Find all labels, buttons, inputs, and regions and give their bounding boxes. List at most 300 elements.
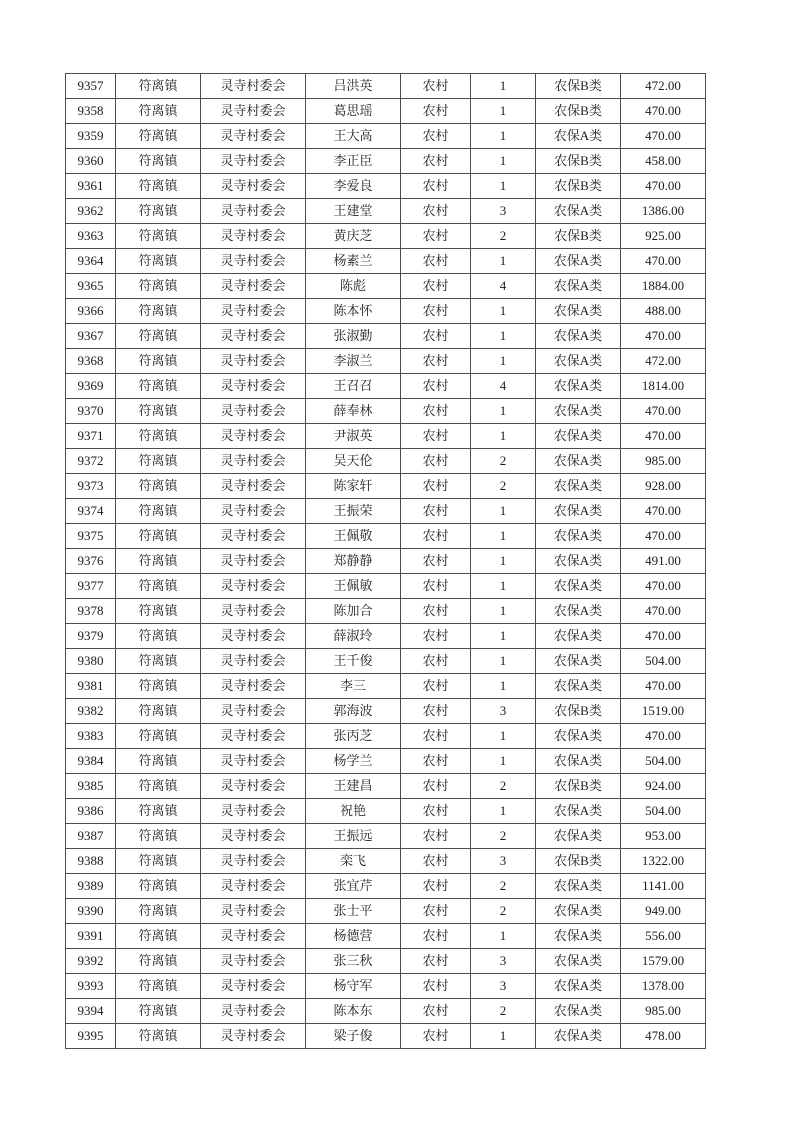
cell-insurance-category: 农保A类 bbox=[536, 824, 621, 849]
cell-town: 符离镇 bbox=[116, 374, 201, 399]
cell-amount: 478.00 bbox=[621, 1024, 706, 1049]
cell-insurance-category: 农保A类 bbox=[536, 249, 621, 274]
cell-village: 灵寺村委会 bbox=[201, 524, 306, 549]
cell-village: 灵寺村委会 bbox=[201, 299, 306, 324]
cell-seq-no: 9358 bbox=[66, 99, 116, 124]
cell-person-count: 3 bbox=[471, 699, 536, 724]
cell-residence-type: 农村 bbox=[401, 574, 471, 599]
cell-residence-type: 农村 bbox=[401, 749, 471, 774]
cell-residence-type: 农村 bbox=[401, 174, 471, 199]
cell-seq-no: 9376 bbox=[66, 549, 116, 574]
cell-name: 杨素兰 bbox=[306, 249, 401, 274]
cell-insurance-category: 农保B类 bbox=[536, 149, 621, 174]
cell-seq-no: 9362 bbox=[66, 199, 116, 224]
cell-amount: 504.00 bbox=[621, 799, 706, 824]
cell-amount: 470.00 bbox=[621, 424, 706, 449]
cell-person-count: 3 bbox=[471, 849, 536, 874]
cell-town: 符离镇 bbox=[116, 324, 201, 349]
cell-seq-no: 9384 bbox=[66, 749, 116, 774]
cell-name: 张士平 bbox=[306, 899, 401, 924]
table-row bbox=[66, 874, 706, 899]
table-row bbox=[66, 949, 706, 974]
cell-amount: 491.00 bbox=[621, 549, 706, 574]
cell-name: 陈家轩 bbox=[306, 474, 401, 499]
cell-insurance-category: 农保A类 bbox=[536, 649, 621, 674]
cell-town: 符离镇 bbox=[116, 449, 201, 474]
cell-residence-type: 农村 bbox=[401, 424, 471, 449]
cell-amount: 1378.00 bbox=[621, 974, 706, 999]
cell-town: 符离镇 bbox=[116, 949, 201, 974]
cell-amount: 470.00 bbox=[621, 499, 706, 524]
cell-town: 符离镇 bbox=[116, 74, 201, 99]
table-row bbox=[66, 174, 706, 199]
cell-town: 符离镇 bbox=[116, 849, 201, 874]
cell-village: 灵寺村委会 bbox=[201, 574, 306, 599]
cell-village: 灵寺村委会 bbox=[201, 224, 306, 249]
cell-town: 符离镇 bbox=[116, 424, 201, 449]
table-row bbox=[66, 624, 706, 649]
table-row bbox=[66, 849, 706, 874]
table-row bbox=[66, 199, 706, 224]
cell-person-count: 2 bbox=[471, 999, 536, 1024]
cell-insurance-category: 农保A类 bbox=[536, 874, 621, 899]
table-row bbox=[66, 424, 706, 449]
cell-insurance-category: 农保A类 bbox=[536, 899, 621, 924]
cell-name: 李淑兰 bbox=[306, 349, 401, 374]
cell-village: 灵寺村委会 bbox=[201, 649, 306, 674]
table-row bbox=[66, 699, 706, 724]
cell-residence-type: 农村 bbox=[401, 199, 471, 224]
cell-village: 灵寺村委会 bbox=[201, 849, 306, 874]
cell-residence-type: 农村 bbox=[401, 649, 471, 674]
cell-village: 灵寺村委会 bbox=[201, 199, 306, 224]
cell-insurance-category: 农保A类 bbox=[536, 799, 621, 824]
cell-amount: 928.00 bbox=[621, 474, 706, 499]
table-row bbox=[66, 224, 706, 249]
cell-residence-type: 农村 bbox=[401, 599, 471, 624]
cell-insurance-category: 农保A类 bbox=[536, 399, 621, 424]
cell-amount: 504.00 bbox=[621, 749, 706, 774]
cell-seq-no: 9380 bbox=[66, 649, 116, 674]
cell-name: 张三秋 bbox=[306, 949, 401, 974]
cell-residence-type: 农村 bbox=[401, 249, 471, 274]
cell-seq-no: 9368 bbox=[66, 349, 116, 374]
cell-residence-type: 农村 bbox=[401, 1024, 471, 1049]
cell-seq-no: 9393 bbox=[66, 974, 116, 999]
cell-town: 符离镇 bbox=[116, 749, 201, 774]
cell-insurance-category: 农保A类 bbox=[536, 999, 621, 1024]
cell-residence-type: 农村 bbox=[401, 349, 471, 374]
cell-name: 李爱良 bbox=[306, 174, 401, 199]
cell-person-count: 3 bbox=[471, 949, 536, 974]
table-row bbox=[66, 274, 706, 299]
table-row bbox=[66, 574, 706, 599]
cell-person-count: 1 bbox=[471, 74, 536, 99]
cell-amount: 470.00 bbox=[621, 249, 706, 274]
cell-amount: 925.00 bbox=[621, 224, 706, 249]
cell-name: 杨德营 bbox=[306, 924, 401, 949]
cell-village: 灵寺村委会 bbox=[201, 899, 306, 924]
cell-village: 灵寺村委会 bbox=[201, 74, 306, 99]
cell-amount: 1519.00 bbox=[621, 699, 706, 724]
cell-village: 灵寺村委会 bbox=[201, 949, 306, 974]
cell-amount: 985.00 bbox=[621, 449, 706, 474]
cell-insurance-category: 农保B类 bbox=[536, 224, 621, 249]
cell-person-count: 1 bbox=[471, 524, 536, 549]
table-row bbox=[66, 449, 706, 474]
cell-amount: 470.00 bbox=[621, 674, 706, 699]
cell-town: 符离镇 bbox=[116, 974, 201, 999]
cell-town: 符离镇 bbox=[116, 674, 201, 699]
cell-seq-no: 9367 bbox=[66, 324, 116, 349]
cell-insurance-category: 农保A类 bbox=[536, 524, 621, 549]
cell-name: 薛淑玲 bbox=[306, 624, 401, 649]
cell-village: 灵寺村委会 bbox=[201, 824, 306, 849]
cell-town: 符离镇 bbox=[116, 924, 201, 949]
cell-town: 符离镇 bbox=[116, 199, 201, 224]
cell-town: 符离镇 bbox=[116, 174, 201, 199]
cell-village: 灵寺村委会 bbox=[201, 349, 306, 374]
cell-seq-no: 9389 bbox=[66, 874, 116, 899]
cell-village: 灵寺村委会 bbox=[201, 99, 306, 124]
table-row bbox=[66, 824, 706, 849]
cell-amount: 472.00 bbox=[621, 74, 706, 99]
cell-village: 灵寺村委会 bbox=[201, 799, 306, 824]
cell-village: 灵寺村委会 bbox=[201, 749, 306, 774]
table-row bbox=[66, 649, 706, 674]
cell-person-count: 1 bbox=[471, 924, 536, 949]
cell-seq-no: 9387 bbox=[66, 824, 116, 849]
cell-seq-no: 9372 bbox=[66, 449, 116, 474]
cell-village: 灵寺村委会 bbox=[201, 424, 306, 449]
cell-insurance-category: 农保A类 bbox=[536, 349, 621, 374]
cell-residence-type: 农村 bbox=[401, 824, 471, 849]
cell-insurance-category: 农保A类 bbox=[536, 374, 621, 399]
cell-seq-no: 9386 bbox=[66, 799, 116, 824]
cell-residence-type: 农村 bbox=[401, 799, 471, 824]
cell-village: 灵寺村委会 bbox=[201, 474, 306, 499]
cell-residence-type: 农村 bbox=[401, 699, 471, 724]
cell-insurance-category: 农保A类 bbox=[536, 924, 621, 949]
cell-person-count: 1 bbox=[471, 499, 536, 524]
cell-residence-type: 农村 bbox=[401, 99, 471, 124]
table-row bbox=[66, 974, 706, 999]
table-body bbox=[66, 74, 706, 1049]
cell-town: 符离镇 bbox=[116, 774, 201, 799]
cell-person-count: 1 bbox=[471, 424, 536, 449]
cell-seq-no: 9379 bbox=[66, 624, 116, 649]
cell-seq-no: 9370 bbox=[66, 399, 116, 424]
cell-town: 符离镇 bbox=[116, 499, 201, 524]
cell-amount: 470.00 bbox=[621, 399, 706, 424]
cell-person-count: 1 bbox=[471, 124, 536, 149]
cell-town: 符离镇 bbox=[116, 549, 201, 574]
cell-person-count: 4 bbox=[471, 374, 536, 399]
cell-person-count: 2 bbox=[471, 899, 536, 924]
cell-person-count: 1 bbox=[471, 299, 536, 324]
cell-person-count: 1 bbox=[471, 149, 536, 174]
cell-name: 李三 bbox=[306, 674, 401, 699]
cell-village: 灵寺村委会 bbox=[201, 874, 306, 899]
cell-person-count: 1 bbox=[471, 799, 536, 824]
cell-village: 灵寺村委会 bbox=[201, 549, 306, 574]
cell-village: 灵寺村委会 bbox=[201, 249, 306, 274]
cell-residence-type: 农村 bbox=[401, 624, 471, 649]
cell-amount: 470.00 bbox=[621, 99, 706, 124]
cell-amount: 1814.00 bbox=[621, 374, 706, 399]
cell-town: 符离镇 bbox=[116, 624, 201, 649]
cell-name: 王佩敏 bbox=[306, 574, 401, 599]
cell-insurance-category: 农保A类 bbox=[536, 449, 621, 474]
cell-seq-no: 9369 bbox=[66, 374, 116, 399]
cell-name: 王建堂 bbox=[306, 199, 401, 224]
cell-residence-type: 农村 bbox=[401, 499, 471, 524]
cell-town: 符离镇 bbox=[116, 274, 201, 299]
cell-name: 张淑勤 bbox=[306, 324, 401, 349]
cell-insurance-category: 农保B类 bbox=[536, 174, 621, 199]
cell-name: 王佩敬 bbox=[306, 524, 401, 549]
cell-name: 薛奉林 bbox=[306, 399, 401, 424]
cell-insurance-category: 农保B类 bbox=[536, 774, 621, 799]
table-row bbox=[66, 399, 706, 424]
table-row bbox=[66, 349, 706, 374]
cell-residence-type: 农村 bbox=[401, 74, 471, 99]
cell-insurance-category: 农保A类 bbox=[536, 324, 621, 349]
cell-amount: 470.00 bbox=[621, 724, 706, 749]
cell-person-count: 1 bbox=[471, 174, 536, 199]
cell-residence-type: 农村 bbox=[401, 874, 471, 899]
cell-insurance-category: 农保A类 bbox=[536, 424, 621, 449]
cell-seq-no: 9391 bbox=[66, 924, 116, 949]
cell-residence-type: 农村 bbox=[401, 549, 471, 574]
cell-residence-type: 农村 bbox=[401, 974, 471, 999]
cell-town: 符离镇 bbox=[116, 299, 201, 324]
cell-residence-type: 农村 bbox=[401, 299, 471, 324]
cell-residence-type: 农村 bbox=[401, 899, 471, 924]
cell-name: 尹淑英 bbox=[306, 424, 401, 449]
cell-person-count: 1 bbox=[471, 324, 536, 349]
table-row bbox=[66, 499, 706, 524]
cell-town: 符离镇 bbox=[116, 699, 201, 724]
table-row bbox=[66, 374, 706, 399]
cell-person-count: 1 bbox=[471, 1024, 536, 1049]
cell-person-count: 1 bbox=[471, 674, 536, 699]
table-row bbox=[66, 999, 706, 1024]
cell-village: 灵寺村委会 bbox=[201, 674, 306, 699]
cell-town: 符离镇 bbox=[116, 399, 201, 424]
cell-seq-no: 9382 bbox=[66, 699, 116, 724]
cell-village: 灵寺村委会 bbox=[201, 999, 306, 1024]
cell-amount: 470.00 bbox=[621, 124, 706, 149]
cell-town: 符离镇 bbox=[116, 99, 201, 124]
cell-seq-no: 9388 bbox=[66, 849, 116, 874]
cell-name: 吕洪英 bbox=[306, 74, 401, 99]
cell-amount: 985.00 bbox=[621, 999, 706, 1024]
cell-seq-no: 9366 bbox=[66, 299, 116, 324]
cell-seq-no: 9385 bbox=[66, 774, 116, 799]
cell-seq-no: 9365 bbox=[66, 274, 116, 299]
cell-amount: 1141.00 bbox=[621, 874, 706, 899]
cell-amount: 470.00 bbox=[621, 524, 706, 549]
cell-village: 灵寺村委会 bbox=[201, 499, 306, 524]
table-row bbox=[66, 674, 706, 699]
cell-town: 符离镇 bbox=[116, 249, 201, 274]
cell-amount: 470.00 bbox=[621, 324, 706, 349]
cell-person-count: 2 bbox=[471, 449, 536, 474]
payment-table bbox=[65, 73, 706, 1049]
cell-residence-type: 农村 bbox=[401, 474, 471, 499]
cell-name: 黄庆芝 bbox=[306, 224, 401, 249]
cell-village: 灵寺村委会 bbox=[201, 274, 306, 299]
cell-town: 符离镇 bbox=[116, 474, 201, 499]
cell-insurance-category: 农保A类 bbox=[536, 974, 621, 999]
cell-insurance-category: 农保A类 bbox=[536, 574, 621, 599]
table-row bbox=[66, 1024, 706, 1049]
table-row bbox=[66, 74, 706, 99]
cell-amount: 472.00 bbox=[621, 349, 706, 374]
cell-name: 陈彪 bbox=[306, 274, 401, 299]
table-row bbox=[66, 299, 706, 324]
cell-person-count: 1 bbox=[471, 624, 536, 649]
cell-village: 灵寺村委会 bbox=[201, 324, 306, 349]
table-row bbox=[66, 899, 706, 924]
cell-town: 符离镇 bbox=[116, 649, 201, 674]
cell-name: 张宜芹 bbox=[306, 874, 401, 899]
cell-name: 张丙芝 bbox=[306, 724, 401, 749]
cell-name: 祝艳 bbox=[306, 799, 401, 824]
cell-town: 符离镇 bbox=[116, 899, 201, 924]
cell-town: 符离镇 bbox=[116, 999, 201, 1024]
cell-amount: 470.00 bbox=[621, 574, 706, 599]
cell-residence-type: 农村 bbox=[401, 324, 471, 349]
table-row bbox=[66, 149, 706, 174]
cell-residence-type: 农村 bbox=[401, 399, 471, 424]
cell-person-count: 1 bbox=[471, 749, 536, 774]
cell-seq-no: 9371 bbox=[66, 424, 116, 449]
cell-amount: 504.00 bbox=[621, 649, 706, 674]
cell-name: 栾飞 bbox=[306, 849, 401, 874]
cell-amount: 470.00 bbox=[621, 599, 706, 624]
cell-residence-type: 农村 bbox=[401, 149, 471, 174]
table-row bbox=[66, 324, 706, 349]
cell-amount: 1386.00 bbox=[621, 199, 706, 224]
cell-town: 符离镇 bbox=[116, 1024, 201, 1049]
cell-seq-no: 9357 bbox=[66, 74, 116, 99]
cell-person-count: 2 bbox=[471, 874, 536, 899]
cell-village: 灵寺村委会 bbox=[201, 724, 306, 749]
cell-name: 陈本怀 bbox=[306, 299, 401, 324]
cell-town: 符离镇 bbox=[116, 524, 201, 549]
cell-residence-type: 农村 bbox=[401, 924, 471, 949]
cell-name: 王振远 bbox=[306, 824, 401, 849]
cell-person-count: 3 bbox=[471, 199, 536, 224]
cell-town: 符离镇 bbox=[116, 349, 201, 374]
cell-town: 符离镇 bbox=[116, 574, 201, 599]
table-row bbox=[66, 249, 706, 274]
cell-village: 灵寺村委会 bbox=[201, 124, 306, 149]
cell-residence-type: 农村 bbox=[401, 849, 471, 874]
cell-insurance-category: 农保A类 bbox=[536, 949, 621, 974]
cell-person-count: 1 bbox=[471, 649, 536, 674]
cell-name: 李正臣 bbox=[306, 149, 401, 174]
cell-name: 杨守军 bbox=[306, 974, 401, 999]
cell-village: 灵寺村委会 bbox=[201, 924, 306, 949]
cell-amount: 458.00 bbox=[621, 149, 706, 174]
cell-residence-type: 农村 bbox=[401, 724, 471, 749]
cell-town: 符离镇 bbox=[116, 874, 201, 899]
cell-name: 葛思瑶 bbox=[306, 99, 401, 124]
cell-seq-no: 9361 bbox=[66, 174, 116, 199]
cell-village: 灵寺村委会 bbox=[201, 449, 306, 474]
cell-insurance-category: 农保A类 bbox=[536, 1024, 621, 1049]
cell-residence-type: 农村 bbox=[401, 524, 471, 549]
cell-village: 灵寺村委会 bbox=[201, 174, 306, 199]
cell-name: 王千俊 bbox=[306, 649, 401, 674]
cell-village: 灵寺村委会 bbox=[201, 974, 306, 999]
cell-person-count: 2 bbox=[471, 224, 536, 249]
cell-seq-no: 9392 bbox=[66, 949, 116, 974]
cell-name: 吴天伦 bbox=[306, 449, 401, 474]
cell-insurance-category: 农保B类 bbox=[536, 74, 621, 99]
table-row bbox=[66, 799, 706, 824]
cell-village: 灵寺村委会 bbox=[201, 1024, 306, 1049]
cell-town: 符离镇 bbox=[116, 224, 201, 249]
cell-person-count: 1 bbox=[471, 249, 536, 274]
cell-village: 灵寺村委会 bbox=[201, 774, 306, 799]
table-row bbox=[66, 599, 706, 624]
cell-residence-type: 农村 bbox=[401, 224, 471, 249]
cell-insurance-category: 农保A类 bbox=[536, 749, 621, 774]
cell-residence-type: 农村 bbox=[401, 374, 471, 399]
cell-seq-no: 9363 bbox=[66, 224, 116, 249]
cell-name: 陈本东 bbox=[306, 999, 401, 1024]
cell-insurance-category: 农保B类 bbox=[536, 849, 621, 874]
cell-village: 灵寺村委会 bbox=[201, 374, 306, 399]
cell-person-count: 1 bbox=[471, 724, 536, 749]
cell-residence-type: 农村 bbox=[401, 124, 471, 149]
cell-insurance-category: 农保A类 bbox=[536, 199, 621, 224]
cell-name: 王振荣 bbox=[306, 499, 401, 524]
cell-village: 灵寺村委会 bbox=[201, 149, 306, 174]
cell-seq-no: 9375 bbox=[66, 524, 116, 549]
cell-seq-no: 9374 bbox=[66, 499, 116, 524]
cell-seq-no: 9360 bbox=[66, 149, 116, 174]
cell-village: 灵寺村委会 bbox=[201, 399, 306, 424]
table-row bbox=[66, 724, 706, 749]
cell-insurance-category: 农保A类 bbox=[536, 724, 621, 749]
table-row bbox=[66, 774, 706, 799]
cell-amount: 488.00 bbox=[621, 299, 706, 324]
cell-town: 符离镇 bbox=[116, 599, 201, 624]
cell-person-count: 1 bbox=[471, 349, 536, 374]
cell-residence-type: 农村 bbox=[401, 774, 471, 799]
cell-insurance-category: 农保B类 bbox=[536, 99, 621, 124]
cell-amount: 924.00 bbox=[621, 774, 706, 799]
cell-seq-no: 9364 bbox=[66, 249, 116, 274]
table-row bbox=[66, 474, 706, 499]
cell-town: 符离镇 bbox=[116, 124, 201, 149]
cell-person-count: 1 bbox=[471, 99, 536, 124]
cell-town: 符离镇 bbox=[116, 724, 201, 749]
cell-amount: 556.00 bbox=[621, 924, 706, 949]
cell-amount: 1579.00 bbox=[621, 949, 706, 974]
cell-name: 王建昌 bbox=[306, 774, 401, 799]
cell-name: 郭海波 bbox=[306, 699, 401, 724]
cell-name: 王大高 bbox=[306, 124, 401, 149]
cell-amount: 1322.00 bbox=[621, 849, 706, 874]
cell-seq-no: 9373 bbox=[66, 474, 116, 499]
cell-residence-type: 农村 bbox=[401, 999, 471, 1024]
